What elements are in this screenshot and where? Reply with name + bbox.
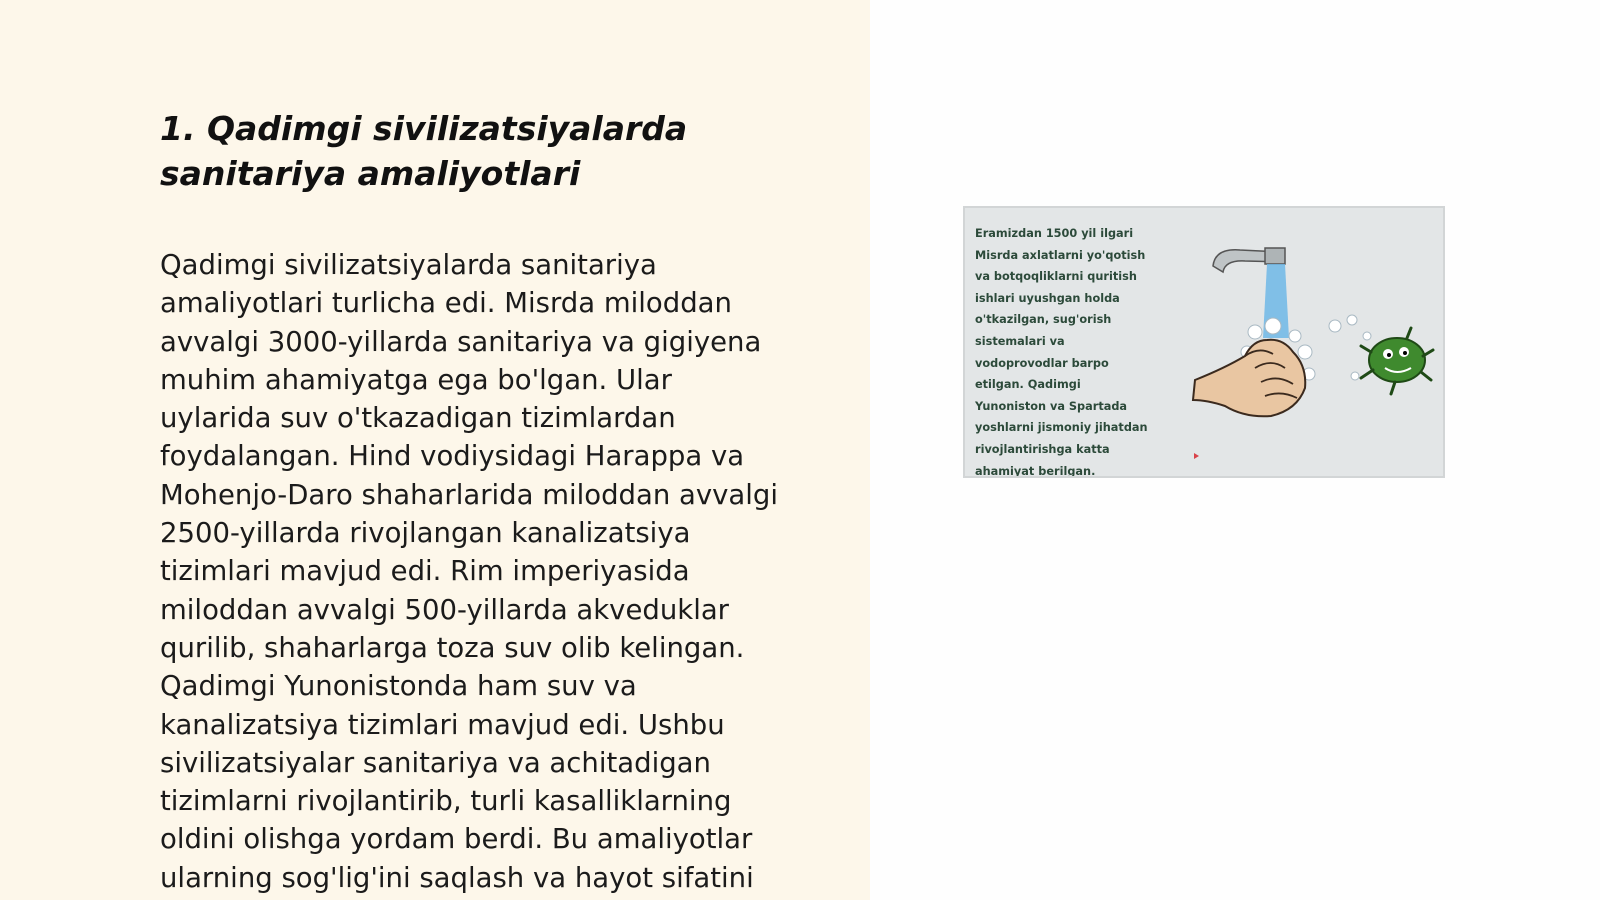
handwashing-faucet-icon — [1185, 228, 1440, 478]
germ-icon — [1361, 328, 1433, 394]
image-caption: Eramizdan 1500 yil ilgari Misrda axlatlarni yo'qotish va botqoqliklarni quritish ishlari uyushgan holda o'tkazilgan, sug'orish sistemalari va vodoprovodlar barpo etilgan. Qadimgi Yunoniston va Spartada yoshlarni jismoniy jihatdan rivojlantirishga katta ahamiyat berilgan. — [975, 227, 1148, 478]
illustration-image — [963, 206, 1445, 478]
slide-body-text: Qadimgi sivilizatsiyalarda sanitariya amaliyotlari turlicha edi. Misrda miloddan avvalgi 3000-yillarda sanitariya va gigiyena muhim ahamiyatga ega bo'lgan. Ular uylarida suv o'tkazadigan tizimlardan foydalangan. Hind vodiysidagi Harappa va Mohenjo-Daro shaharlarida miloddan avvalgi 2500-yillarda rivojlangan kanalizatsiya tizimlari mavjud edi. Rim imperiyasida miloddan avvalgi 500-yillarda akveduklar qurilib, shaharlarga toza suv olib kelingan. Qadimgi Yunonistonda ham suv va kanalizatsiya tizimlari mavjud edi. Ushbu sivilizatsiyalar sanitariya va achitadigan tizimlarni rivojlantirib, turli kasalliklarning oldini olishga yordam berdi. Bu amaliyotlar ularning sog'lig'ini saqlash va hayot sifatini — [160, 249, 779, 894]
slide-title: 1. Qadimgi sivilizatsiyalarda sanitariya amaliyotlari — [160, 109, 688, 193]
